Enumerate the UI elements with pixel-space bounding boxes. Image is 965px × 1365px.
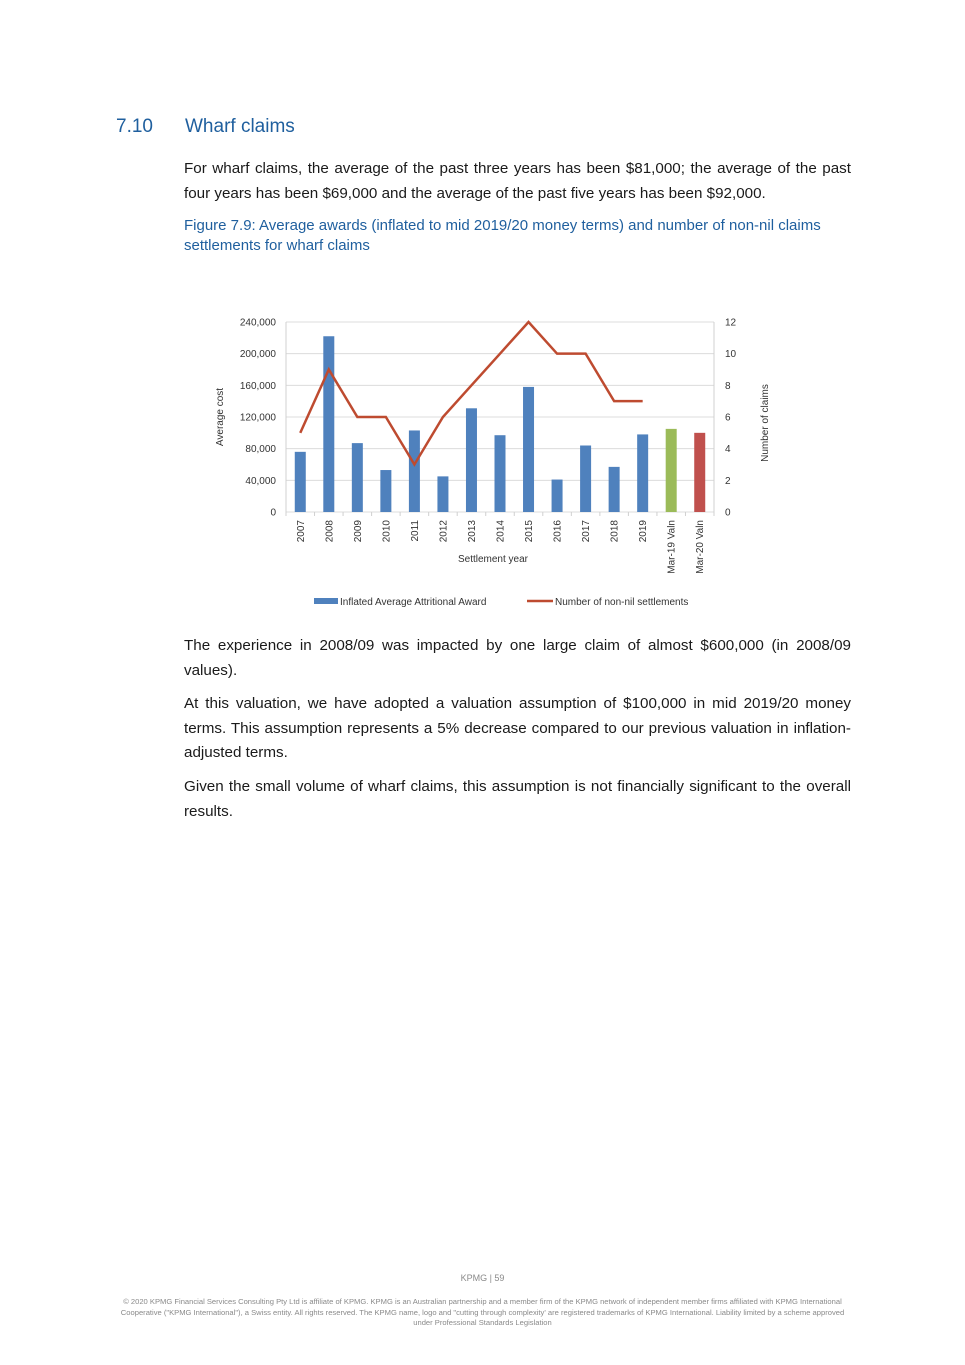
x-tick-label: 2016 — [552, 520, 564, 543]
bar — [694, 433, 705, 512]
y2-axis-label: Number of claims — [760, 384, 771, 462]
y2-tick-label: 6 — [725, 412, 731, 424]
section-heading — [116, 116, 295, 138]
x-axis-ticks — [296, 520, 706, 574]
bar — [380, 470, 391, 512]
x-tick-label: 2013 — [466, 520, 478, 543]
section-number: 7.10 — [116, 116, 153, 137]
y-tick-label: 240,000 — [239, 317, 276, 329]
y2-tick-label: 12 — [725, 317, 737, 329]
x-tick-label: 2017 — [581, 520, 593, 543]
bar — [523, 387, 534, 512]
bar — [466, 408, 477, 512]
page-number: KPMG | 59 — [460, 1273, 505, 1283]
figure-caption: Figure 7.9: Average awards (inflated to mid 2019/20 money terms) and number of non-nil claims settlements for wharf claims — [184, 217, 821, 254]
y2-tick-label: 8 — [725, 380, 731, 392]
legend-label-bar: Inflated Average Attritional Award — [340, 597, 487, 608]
y-tick-label: 160,000 — [239, 380, 276, 392]
combo-chart — [200, 305, 780, 615]
bar — [609, 467, 620, 512]
section-title: Wharf claims — [185, 116, 295, 137]
x-tick-label: Mar-20 Valn — [695, 520, 707, 574]
y2-tick-label: 0 — [725, 507, 731, 519]
legend-label-line: Number of non-nil settlements — [555, 597, 689, 608]
bar-series — [295, 336, 705, 512]
bar — [637, 434, 648, 512]
legal-notice: © 2020 KPMG Financial Services Consulting Pty Ltd is affiliate of KPMG. KPMG is an Australian partnership and a member firm of the KPMG network of independent member firms affiliated with KPMG International Cooperative ("KPMG International"), a Swiss entity. All rights reserved. The KPMG name, logo and "cutting through complexity' are registered trademarks of KPMG International. Liability limited by a scheme approved under Professional Standards Legislation — [120, 1297, 845, 1327]
y-tick-label: 80,000 — [245, 444, 276, 456]
y-tick-label: 200,000 — [239, 349, 276, 361]
intro-paragraph: For wharf claims, the average of the past three years has been $81,000; the average of the past four years has been $69,000 and the average of the past five years has been $92,000. — [184, 160, 851, 202]
bar — [580, 446, 591, 513]
bar — [437, 476, 448, 512]
bar — [552, 480, 563, 512]
x-tick-label: 2014 — [495, 520, 507, 543]
bar — [666, 429, 677, 512]
y-axis-ticks — [240, 318, 277, 519]
x-tick-label: 2011 — [409, 520, 421, 542]
legend — [314, 597, 688, 608]
x-tick-label: 2007 — [295, 520, 307, 543]
y2-tick-label: 2 — [725, 475, 731, 487]
legend-swatch-bar — [314, 598, 338, 604]
y2-tick-label: 10 — [725, 349, 737, 361]
x-tick-label: 2015 — [524, 520, 536, 543]
paragraph-significance: Given the small volume of wharf claims, this assumption is not financially significant to the overall results. — [184, 778, 851, 820]
x-tick-label: 2009 — [352, 520, 364, 543]
x-tick-label: 2018 — [609, 520, 621, 543]
paragraph-large-claim: The experience in 2008/09 was impacted by one large claim of almost $600,000 (in 2008/09 values). — [184, 637, 851, 679]
bar — [495, 435, 506, 512]
x-tick-label: Mar-19 Valn — [666, 520, 678, 574]
y-tick-label: 40,000 — [245, 475, 276, 487]
bar — [409, 430, 420, 512]
bar — [352, 443, 363, 512]
y-tick-label: 0 — [270, 507, 276, 519]
y2-axis-ticks — [725, 318, 737, 519]
x-axis-label: Settlement year — [457, 554, 529, 565]
x-tick-label: 2008 — [324, 520, 336, 543]
paragraph-valuation-assumption: At this valuation, we have adopted a valuation assumption of $100,000 in mid 2019/20 money terms. This assumption represents a 5% decrease compared to our previous valuation in inflation-adjusted terms. — [184, 695, 851, 761]
bar — [323, 336, 334, 512]
y-tick-label: 120,000 — [239, 412, 276, 424]
x-tick-label: 2010 — [381, 520, 393, 543]
y-axis-label: Average cost — [215, 387, 226, 447]
x-tick-label: 2019 — [638, 520, 650, 543]
y2-tick-label: 4 — [725, 444, 731, 456]
x-tick-label: 2012 — [438, 520, 450, 543]
bar — [295, 452, 306, 512]
